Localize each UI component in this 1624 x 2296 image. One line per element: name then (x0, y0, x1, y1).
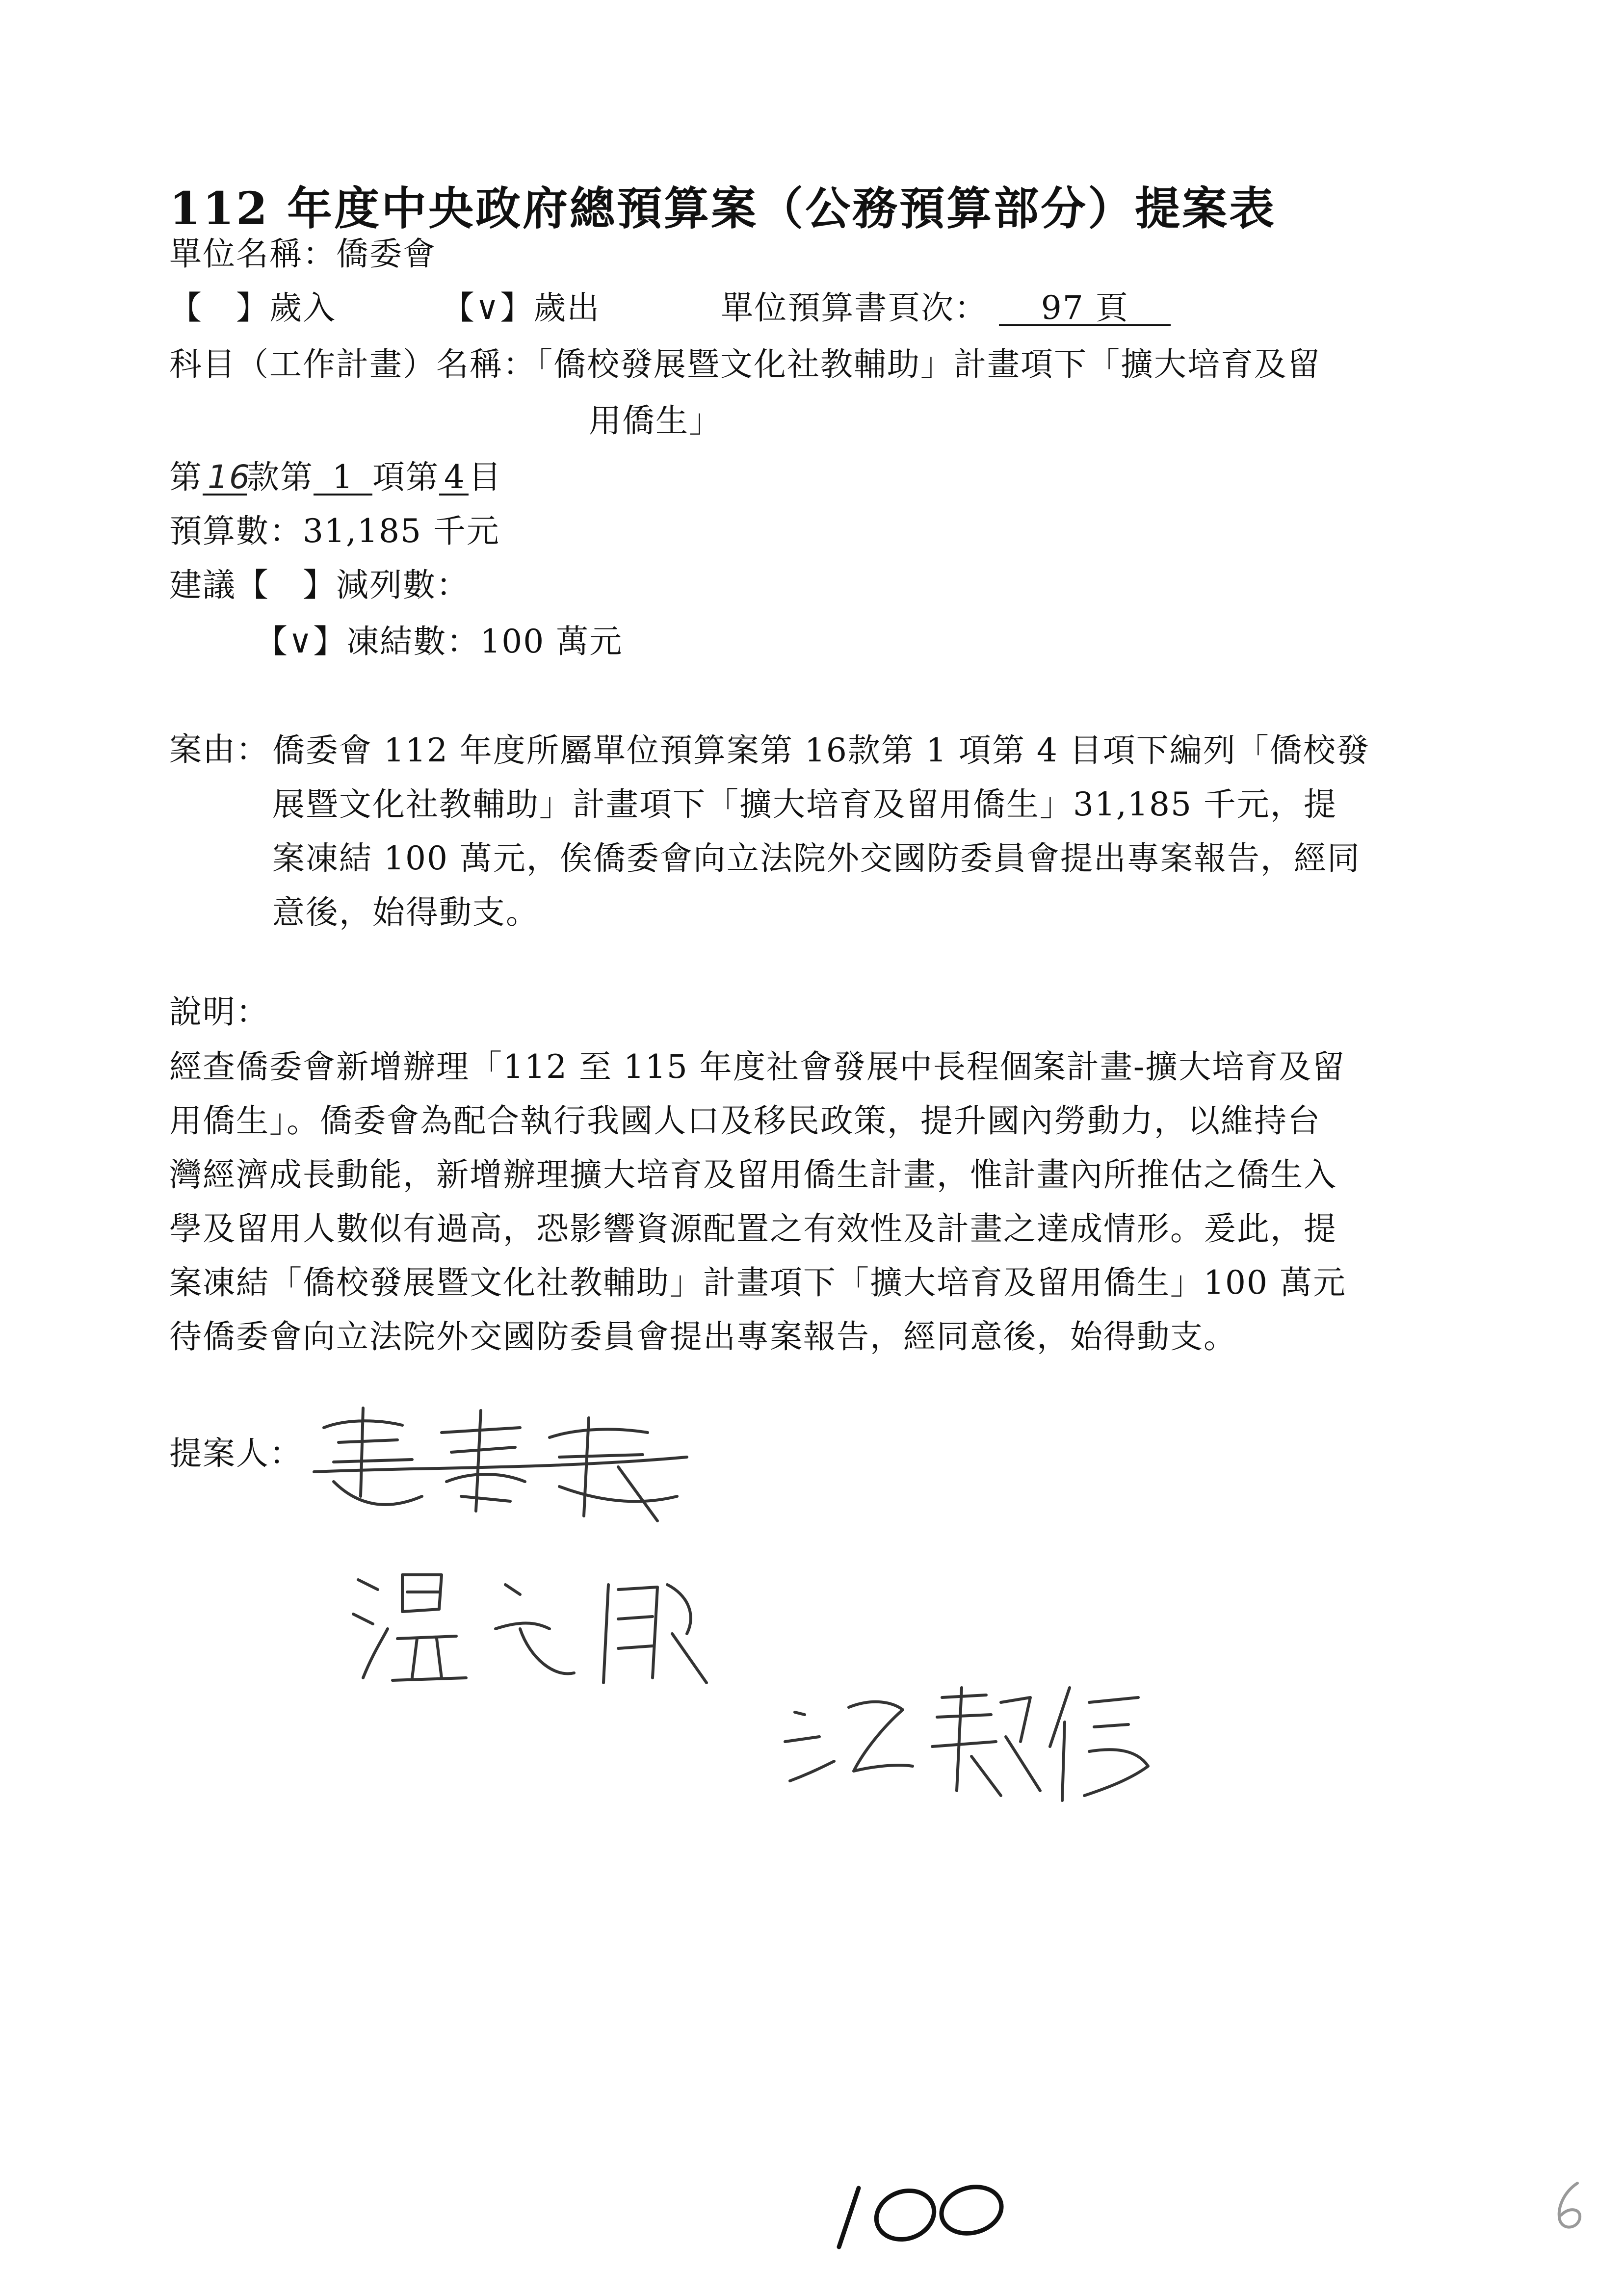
subject-label: 科目（工作計畫）名稱： (169, 345, 536, 383)
clause-row: 第 16款第 1 項第 4目 (169, 458, 502, 496)
revenue-checkbox: 【 】歲入 (169, 289, 336, 327)
clause-mu: 4 (439, 461, 469, 496)
reason-line-2: 展暨文化社教輔助」計畫項下「擴大培育及留用僑生」31,185 千元，提 (272, 785, 1337, 823)
budget-type-row (169, 289, 1171, 327)
page-title: 112 年度中央政府總預算案（公務預算部分）提案表 (169, 182, 1277, 235)
page-ref-value: 97 頁 (999, 292, 1171, 326)
page-number (1550, 2178, 1590, 2232)
subject-row (169, 345, 1321, 383)
reduce-row: 建議【 】減列數： (169, 566, 470, 604)
proposer-label: 提案人： (169, 1435, 303, 1472)
subject-line-1: 「僑校發展暨文化社教輔助」計畫項下「擴大培育及留 (536, 345, 1321, 383)
subject-line-2-row (589, 402, 722, 440)
freeze-row: 【∨】凍結數：100 萬元 (255, 623, 623, 660)
signature-1 (304, 1398, 721, 1540)
handwritten-number-100 (829, 2164, 1016, 2262)
explanation-line-6: 待僑委會向立法院外交國防委員會提出專案報告，經同意後，始得動支。 (169, 1318, 1237, 1356)
budget-amount: 預算數：31,185 千元 (169, 512, 500, 550)
reason-line-4: 意後，始得動支。 (272, 893, 539, 931)
unit-row (169, 235, 436, 273)
explanation-line-1: 經查僑委會新增辦理「112 至 115 年度社會發展中長程個案計畫-擴大培育及留 (169, 1048, 1346, 1086)
clause-xiang: 1 (314, 461, 372, 496)
signature-2 (343, 1555, 736, 1702)
explanation-label: 說明： (169, 993, 269, 1031)
page-ref-label: 單位預算書頁次： (721, 289, 988, 327)
explanation-line-4: 學及留用人數似有過高，恐影響資源配置之有效性及計畫之達成情形。爰此，提 (169, 1210, 1337, 1248)
clause-kuan: 16 (203, 461, 247, 496)
subject-line-2: 用僑生」 (589, 402, 722, 440)
explanation-line-3: 灣經濟成長動能，新增辦理擴大培育及留用僑生計畫，惟計畫內所推估之僑生入 (169, 1156, 1337, 1194)
expense-checkbox: 【∨】歲出 (442, 289, 601, 327)
explanation-line-5: 案凍結「僑校發展暨文化社教輔助」計畫項下「擴大培育及留用僑生」100 萬元 (169, 1264, 1346, 1302)
reason-line-3: 案凍結 100 萬元，俟僑委會向立法院外交國防委員會提出專案報告，經同 (272, 839, 1361, 877)
unit-label: 單位名稱： (169, 235, 336, 273)
reason-body (272, 724, 1370, 939)
explanation-body (169, 1040, 1346, 1364)
explanation-line-2: 用僑生」。僑委會為配合執行我國人口及移民政策，提升國內勞動力，以維持台 (169, 1102, 1321, 1140)
reason-line-1: 僑委會 112 年度所屬單位預算案第 16款第 1 項第 4 目項下編列「僑校發 (272, 731, 1370, 769)
signature-3 (775, 1668, 1168, 1810)
unit-value: 僑委會 (336, 235, 436, 273)
reason-label: 案由： (169, 731, 269, 768)
